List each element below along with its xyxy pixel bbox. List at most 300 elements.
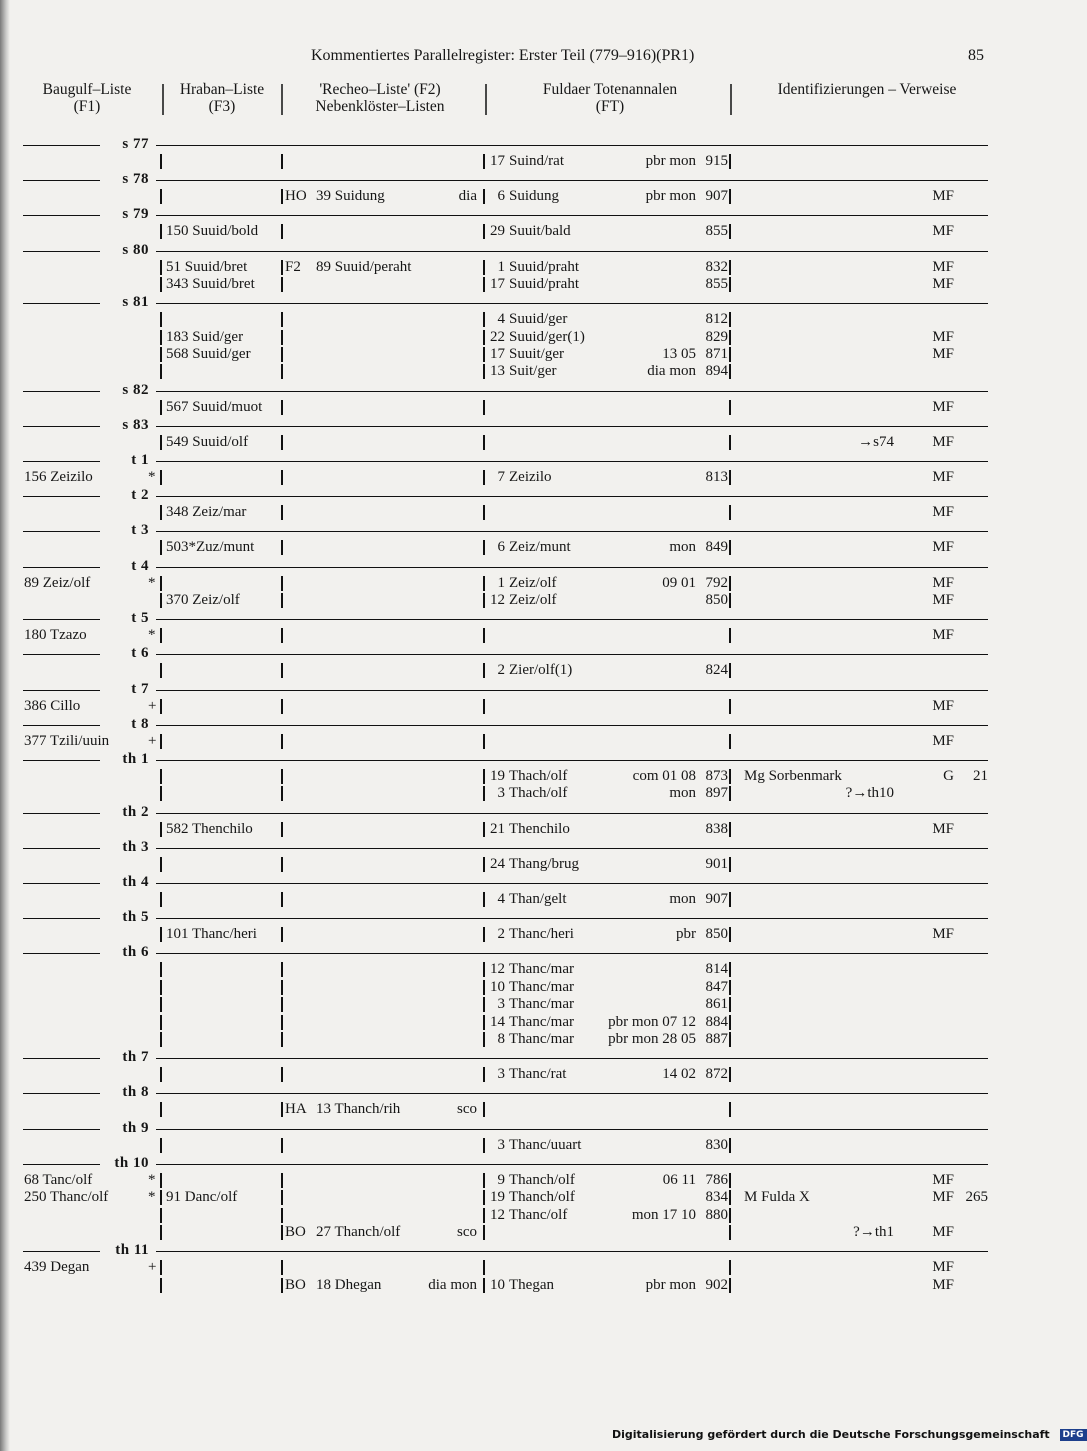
column-rule <box>160 980 162 995</box>
column-rule <box>281 576 283 591</box>
column-rule <box>729 1225 731 1240</box>
ft-number: 2 <box>497 662 505 679</box>
column-rule <box>160 1225 162 1240</box>
mf-marker: MF <box>932 592 954 608</box>
register-row <box>0 1207 1000 1224</box>
register-row <box>0 1031 1000 1048</box>
column-rule <box>281 892 283 907</box>
column-rule <box>483 734 485 749</box>
hraban-entry: 150 Suuid/bold <box>166 223 259 240</box>
baugulf-entry: 180 Tzazo <box>24 627 87 644</box>
column-rule <box>281 927 283 942</box>
section-tag: t 4 <box>131 557 149 574</box>
section-separator <box>0 558 1000 575</box>
column-rule <box>729 1032 731 1047</box>
column-rule <box>281 769 283 784</box>
section-tag: th 9 <box>122 1119 149 1136</box>
column-rule <box>729 312 731 327</box>
column-rule <box>281 1138 283 1153</box>
column-rule <box>281 470 283 485</box>
ft-number: 17 <box>490 276 505 292</box>
ft-year: 873 <box>705 768 728 784</box>
register-row <box>0 891 1000 908</box>
ft-entry: Suuid/ger(1) <box>509 328 585 345</box>
ft-entry: Thanc/mar <box>509 1013 574 1030</box>
ft-ordo: pbr <box>676 926 696 943</box>
hraban-entry: 101 Thanc/heri <box>166 926 257 943</box>
column-rule <box>729 1190 731 1205</box>
section-separator <box>0 681 1000 698</box>
ft-entry: Zier/olf(1) <box>509 662 573 679</box>
column-rule <box>729 470 731 485</box>
register-row <box>0 1101 1000 1118</box>
column-rule <box>160 822 162 837</box>
column-rule <box>160 1138 162 1153</box>
column-rule <box>729 1138 731 1153</box>
column-rule <box>483 1015 485 1030</box>
ft-entry: Than/gelt <box>509 891 567 907</box>
ft-entry: Thanc/mar <box>509 1031 574 1047</box>
column-rule <box>483 1067 485 1082</box>
mf-marker: MF <box>932 346 954 362</box>
column-rule <box>281 224 283 239</box>
column-rule <box>483 1190 485 1205</box>
column-rule <box>281 1032 283 1047</box>
register-row <box>0 223 1000 240</box>
column-rule <box>483 927 485 942</box>
ft-entry: Suuit/ger <box>509 346 564 362</box>
column-rule <box>483 347 485 362</box>
rule <box>23 531 100 532</box>
column-rule <box>160 663 162 678</box>
rule <box>156 813 988 814</box>
ft-number: 17 <box>490 153 505 169</box>
ft-ordo: com 01 08 <box>632 768 696 784</box>
column-rule <box>729 154 731 169</box>
rule <box>23 1129 100 1130</box>
ft-entry: Zeiz/olf <box>509 574 557 591</box>
column-rule <box>281 1278 283 1293</box>
section-separator <box>0 417 1000 434</box>
ft-number: 1 <box>497 574 505 591</box>
column-rule <box>483 277 485 292</box>
rule <box>23 953 100 954</box>
rule <box>23 725 100 726</box>
register-row <box>0 1137 1000 1154</box>
column-rule <box>483 769 485 784</box>
column-rule <box>729 822 731 837</box>
baugulf-mark: * <box>148 574 156 591</box>
section-separator <box>0 909 1000 926</box>
ft-ordo: pbr mon 28 05 <box>608 1031 696 1047</box>
ft-entry: Thenchilo <box>509 820 570 837</box>
column-rule <box>729 1208 731 1223</box>
register-row <box>0 768 1000 785</box>
rule <box>156 1251 988 1252</box>
register-row <box>0 1277 1000 1294</box>
column-rule <box>281 1015 283 1030</box>
column-rule <box>281 312 283 327</box>
mf-marker: MF <box>932 504 954 521</box>
column-header-f2-line2: Nebenklöster–Listen <box>315 98 445 115</box>
recheo-ordo: sco <box>457 1101 477 1118</box>
column-rule <box>729 1260 731 1275</box>
section-separator <box>0 804 1000 821</box>
column-rule <box>483 1278 485 1293</box>
column-rule <box>281 1260 283 1275</box>
page-title: Kommentiertes Parallelregister: Erster Teil (779–916)(PR1) <box>311 47 695 64</box>
rule <box>156 567 988 568</box>
section-tag: s 77 <box>122 136 149 152</box>
column-rule <box>729 505 731 520</box>
column-rule <box>160 892 162 907</box>
rule <box>23 145 100 146</box>
section-tag: th 4 <box>122 874 149 890</box>
ft-year: 813 <box>705 469 728 485</box>
ft-entry: Thanc/uuart <box>509 1136 582 1153</box>
column-rule <box>160 1278 162 1293</box>
column-rule <box>729 277 731 292</box>
section-separator <box>0 645 1000 662</box>
column-rule <box>729 769 731 784</box>
column-rule <box>160 1190 162 1205</box>
recheo-siglum: BO <box>285 1276 306 1293</box>
column-rule <box>729 980 731 995</box>
column-rule <box>160 224 162 239</box>
column-header-f1-line2: (F1) <box>73 98 101 115</box>
mf-marker: MF <box>932 820 954 837</box>
register-row <box>0 259 1000 276</box>
column-header-f3-line2: (F3) <box>208 98 236 115</box>
ft-number: 1 <box>497 258 505 275</box>
section-tag: th 1 <box>122 751 149 767</box>
column-rule <box>160 1015 162 1030</box>
register-row <box>0 1224 1000 1241</box>
rule <box>156 1093 988 1094</box>
recheo-entry: 18 Dhegan <box>316 1276 382 1293</box>
baugulf-entry: 89 Zeiz/olf <box>24 574 91 591</box>
rule <box>156 531 988 532</box>
ft-entry: Zeiz/olf <box>509 592 557 608</box>
rule <box>23 848 100 849</box>
ft-ordo: pbr mon 07 12 <box>608 1013 696 1030</box>
ft-number: 19 <box>490 768 505 784</box>
column-rule <box>729 1278 731 1293</box>
page-number: 85 <box>968 47 984 64</box>
register-row <box>0 856 1000 873</box>
section-tag: t 5 <box>131 610 149 627</box>
column-rule <box>281 189 283 204</box>
section-tag: s 82 <box>122 381 149 398</box>
column-rule <box>483 1102 485 1117</box>
rule <box>23 303 100 304</box>
register-row <box>0 1259 1000 1276</box>
section-tag: th 2 <box>122 803 149 820</box>
column-rule <box>729 663 731 678</box>
column-rule <box>729 1067 731 1082</box>
rule <box>23 883 100 884</box>
column-rule <box>483 470 485 485</box>
column-rule <box>729 734 731 749</box>
column-rule <box>160 1173 162 1188</box>
ft-number: 17 <box>490 346 505 362</box>
ft-entry: Suind/rat <box>509 153 564 169</box>
column-rule <box>729 400 731 415</box>
register-row <box>0 592 1000 609</box>
ft-number: 12 <box>490 592 505 608</box>
ft-number: 19 <box>490 1189 505 1206</box>
register-row <box>0 979 1000 996</box>
column-header-f2-line1: 'Recheo–Liste' (F2) <box>319 81 441 98</box>
recheo-siglum: HO <box>285 188 307 205</box>
ft-ordo: mon <box>669 785 696 802</box>
column-rule <box>729 786 731 801</box>
ft-year: 887 <box>705 1031 728 1047</box>
ft-year: 850 <box>705 592 728 608</box>
rule <box>156 1058 988 1059</box>
rule <box>156 426 988 427</box>
mf-marker: MF <box>932 926 954 943</box>
ft-year: 861 <box>705 996 728 1013</box>
ft-number: 22 <box>490 328 505 345</box>
rule <box>156 1129 988 1130</box>
register-row <box>0 961 1000 978</box>
column-rule <box>160 593 162 608</box>
column-header-f1-line1: Baugulf–Liste <box>42 81 132 98</box>
column-rule <box>281 330 283 345</box>
column-rule <box>729 892 731 907</box>
register-row <box>0 785 1000 802</box>
ft-entry: Thanch/olf <box>509 1189 575 1206</box>
rule <box>156 303 988 304</box>
column-rule <box>160 277 162 292</box>
column-rule <box>160 347 162 362</box>
rule <box>156 883 988 884</box>
rule <box>23 1058 100 1059</box>
ft-year: 855 <box>705 223 728 240</box>
column-rule <box>483 576 485 591</box>
rule <box>156 848 988 849</box>
column-rule <box>281 540 283 555</box>
section-separator <box>0 452 1000 469</box>
column-rule <box>281 980 283 995</box>
recheo-ordo: dia <box>458 188 477 205</box>
ft-ordo: pbr mon <box>645 1276 696 1293</box>
column-rule <box>483 505 485 520</box>
rule <box>23 654 100 655</box>
column-rule <box>483 962 485 977</box>
ft-number: 13 <box>490 363 505 380</box>
column-rule <box>483 330 485 345</box>
section-separator <box>0 1084 1000 1101</box>
ft-year: 792 <box>705 574 728 591</box>
ft-entry: Suidung <box>509 188 560 205</box>
rule <box>23 215 100 216</box>
column-rule <box>160 1032 162 1047</box>
register-row <box>0 575 1000 592</box>
ft-year: 901 <box>705 855 728 872</box>
identification-text: Mg Sorbenmark <box>744 768 842 784</box>
column-header-ft-line2: (FT) <box>595 98 625 115</box>
column-rule <box>483 997 485 1012</box>
recheo-siglum: F2 <box>285 258 301 275</box>
column-rule <box>483 1225 485 1240</box>
register-row <box>0 188 1000 205</box>
register-row <box>0 996 1000 1013</box>
baugulf-mark: * <box>148 469 156 485</box>
column-rule <box>729 330 731 345</box>
ft-number: 14 <box>490 1013 505 1030</box>
column-rule <box>281 663 283 678</box>
ft-entry: Thanc/rat <box>509 1066 567 1083</box>
footer-credit <box>612 1428 1087 1441</box>
column-rule <box>281 260 283 275</box>
ft-year: 849 <box>705 539 728 556</box>
register-row <box>0 821 1000 838</box>
identification-text: M Fulda X <box>744 1189 810 1206</box>
recheo-entry: 27 Thanch/olf <box>316 1224 401 1240</box>
ft-entry: Thanc/heri <box>509 926 574 943</box>
rule <box>23 391 100 392</box>
column-rule <box>483 1138 485 1153</box>
column-rule <box>729 189 731 204</box>
ft-entry: Thang/brug <box>509 855 579 872</box>
column-rule <box>160 699 162 714</box>
register-row <box>0 311 1000 328</box>
hraban-entry: 582 Thenchilo <box>166 820 253 837</box>
ft-ordo: dia mon <box>647 363 696 380</box>
ft-number: 4 <box>497 311 505 328</box>
column-rule <box>281 364 283 379</box>
register-row <box>0 733 1000 750</box>
section-separator <box>0 136 1000 153</box>
section-separator <box>0 1242 1000 1259</box>
ft-year: 838 <box>705 820 728 837</box>
reference-number: 21 <box>973 768 988 784</box>
column-rule <box>281 347 283 362</box>
register-row <box>0 539 1000 556</box>
rule <box>156 215 988 216</box>
mf-marker: MF <box>932 732 954 749</box>
column-rule <box>160 734 162 749</box>
column-rule <box>483 260 485 275</box>
register-row <box>0 1189 1000 1206</box>
mf-marker: MF <box>932 469 954 485</box>
ft-number: 6 <box>497 539 505 556</box>
column-rule <box>281 1190 283 1205</box>
register-row <box>0 627 1000 644</box>
column-rule <box>160 628 162 643</box>
column-rule <box>160 1260 162 1275</box>
section-separator <box>0 944 1000 961</box>
recheo-entry: 39 Suidung <box>316 188 385 205</box>
register-row <box>0 153 1000 170</box>
ft-entry: Suuid/praht <box>509 258 579 275</box>
ft-entry: Suuid/praht <box>509 276 579 292</box>
ft-year: 832 <box>705 258 728 275</box>
ft-ordo: 13 05 <box>662 346 696 362</box>
column-rule <box>281 1067 283 1082</box>
register-row <box>0 926 1000 943</box>
rule <box>156 1164 988 1165</box>
ft-number: 10 <box>490 978 505 995</box>
ft-year: 872 <box>705 1066 728 1083</box>
column-rule <box>483 435 485 450</box>
section-separator <box>0 1049 1000 1066</box>
ft-entry: Thanc/mar <box>509 961 574 978</box>
rule <box>23 180 100 181</box>
section-separator <box>0 487 1000 504</box>
ft-year: 847 <box>705 978 728 995</box>
hraban-entry: 183 Suid/ger <box>166 328 244 345</box>
section-tag: th 5 <box>122 909 149 926</box>
ft-number: 3 <box>497 785 505 802</box>
column-rule <box>281 593 283 608</box>
ft-entry: Thanch/olf <box>509 1171 575 1188</box>
column-rule <box>281 857 283 872</box>
column-rule <box>160 189 162 204</box>
section-tag: s 78 <box>122 171 149 188</box>
recheo-ordo: sco <box>457 1224 477 1240</box>
rule <box>23 1251 100 1252</box>
register-row <box>0 346 1000 363</box>
section-tag: s 83 <box>122 416 149 433</box>
register-row <box>0 469 1000 486</box>
section-separator <box>0 751 1000 768</box>
column-rule <box>483 857 485 872</box>
hraban-entry: 343 Suuid/bret <box>166 276 255 292</box>
section-tag: s 79 <box>122 206 149 223</box>
ft-year: 786 <box>705 1171 728 1188</box>
baugulf-mark: * <box>148 1189 156 1206</box>
hraban-entry: 370 Zeiz/olf <box>166 592 240 608</box>
ft-number: 10 <box>490 1276 505 1293</box>
hraban-entry: 503*Zuz/munt <box>166 539 255 556</box>
column-rule <box>160 330 162 345</box>
column-rule <box>160 1067 162 1082</box>
ft-year: 880 <box>705 1206 728 1223</box>
register-row <box>0 662 1000 679</box>
ft-year: 897 <box>705 785 728 802</box>
register-row <box>0 329 1000 346</box>
section-separator <box>0 610 1000 627</box>
register-row <box>0 434 1000 451</box>
register-row <box>0 698 1000 715</box>
ft-year: 834 <box>705 1189 728 1206</box>
column-rule <box>483 786 485 801</box>
column-rule <box>483 980 485 995</box>
mf-marker: MF <box>932 539 954 556</box>
mf-marker: MF <box>932 433 954 450</box>
mf-marker: MF <box>932 1259 954 1276</box>
column-rule <box>160 505 162 520</box>
section-tag: s 80 <box>122 241 149 258</box>
register-row <box>0 504 1000 521</box>
ft-year: 814 <box>705 961 728 978</box>
mf-marker: MF <box>932 223 954 240</box>
column-rule <box>281 1173 283 1188</box>
column-rule <box>729 593 731 608</box>
ft-number: 3 <box>497 1136 505 1153</box>
footer-text: Digitalisierung gefördert durch die Deutsche Forschungsgemeinschaft <box>612 1428 1050 1441</box>
column-rule <box>281 997 283 1012</box>
rule <box>23 496 100 497</box>
register-row <box>0 276 1000 293</box>
section-tag: t 3 <box>131 522 149 539</box>
section-tag: t 6 <box>131 645 149 662</box>
column-rule <box>729 260 731 275</box>
ft-number: 4 <box>497 891 505 907</box>
